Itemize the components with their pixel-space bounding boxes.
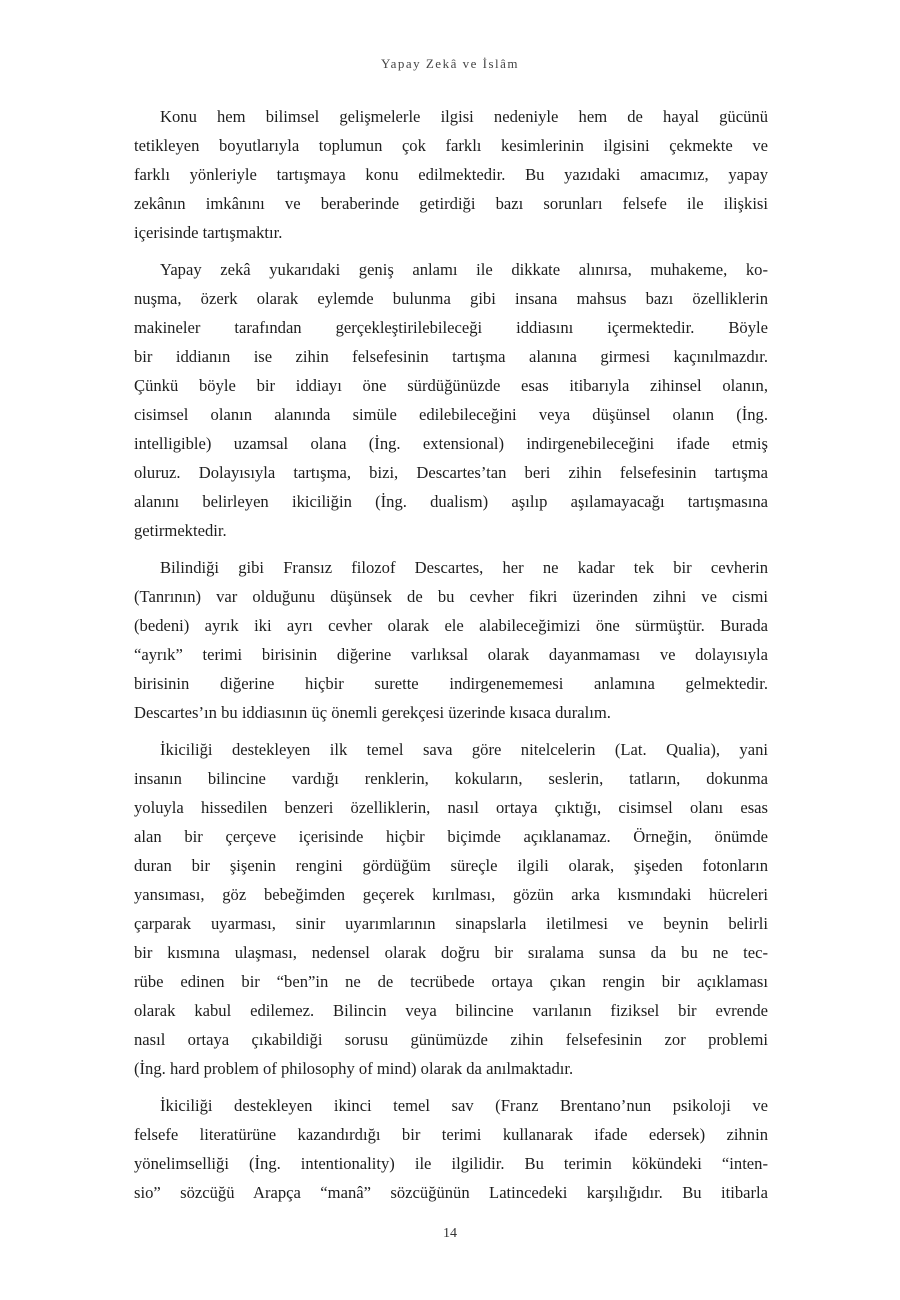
text-line: Yapay zekâ yukarıdaki geniş anlamı ile dikkate alınırsa, muhakeme, ko- [160,260,768,279]
text-line: (bedeni) ayrık iki ayrı cevher olarak ele alabileceğimizi öne sürmüştür. Burada [134,616,768,635]
text-line: yoluyla hissedilen benzeri özelliklerin, nasıl ortaya çıktığı, cisimsel olanı esas [134,798,768,817]
text-line: tetikleyen boyutlarıyla toplumun çok farklı kesimlerinin ilgisini çekmekte ve [134,136,768,155]
text-line: intelligible) uzamsal olana (İng. extensional) indirgenebileceğini ifade etmiş [134,434,768,453]
text-line: rübe edinen bir “ben”in ne de tecrübede ortaya çıkan rengin bir açıklaması [134,972,768,991]
text-line: felsefe literatürüne kazandırdığı bir terimi kullanarak ifade edersek) zihnin [134,1125,768,1144]
text-line: Bilindiği gibi Fransız filozof Descartes, her ne kadar tek bir cevherin [160,558,768,577]
body-text [134,102,768,1215]
text-line: olarak kabul edilemez. Bilincin veya bilincine varılanın fiziksel bir evrende [134,1001,768,1020]
text-line: zekânın imkânını ve beraberinde getirdiği bazı sorunları felsefe ile ilişkisi [134,194,768,213]
text-line: nuşma, özerk olarak eylemde bulunma gibi insana mahsus bazı özelliklerin [134,289,768,308]
text-line: İkiciliği destekleyen ikinci temel sav (Franz Brentano’nun psikoloji ve [160,1096,768,1115]
text-line: içerisinde tartışmaktır. [134,223,283,242]
text-line: İkiciliği destekleyen ilk temel sava göre nitelcelerin (Lat. Qualia), yani [160,740,768,759]
text-line: alanını belirleyen ikiciliğin (İng. dualism) aşılıp aşılamayacağı tartışmasına [134,492,768,511]
text-line: alan bir çerçeve içerisinde hiçbir biçimde açıklanamaz. Örneğin, önümde [134,827,768,846]
text-line: bir iddianın ise zihin felsefesinin tartışma alanına girmesi kaçınılmazdır. [134,347,768,366]
paragraph [134,735,768,1083]
text-line: insanın bilincine vardığı renklerin, kokuların, seslerin, tatların, dokunma [134,769,768,788]
text-line: birisinin diğerine hiçbir surette indirgenememesi anlamına gelmektedir. [134,674,768,693]
text-line: çarparak uyarması, sinir uyarımlarının sinapslarla iletilmesi ve beynin belirli [134,914,768,933]
text-line: Çünkü böyle bir iddiayı öne sürdüğünüzde esas itibarıyla zihinsel olanın, [134,376,768,395]
running-header: Yapay Zekâ ve İslâm [380,56,519,71]
text-line: Descartes’ın bu iddiasının üç önemli gerekçesi üzerinde kısaca duralım. [134,703,611,722]
text-line: cisimsel olanın alanında simüle edilebileceğini veya düşünsel olanın (İng. [134,405,768,424]
paragraph [134,1091,768,1207]
text-line: (Tanrının) var olduğunu düşünsek de bu cevher fikri üzerinden zihni ve cismi [134,587,768,606]
text-line: yansıması, göz bebeğimden geçerek kırılması, gözün arka kısmındaki hücreleri [134,885,768,904]
text-line: nasıl ortaya çıkabildiği sorusu günümüzde zihin felsefesinin zor problemi [134,1030,768,1049]
text-line: sio” sözcüğü Arapça “manâ” sözcüğünün Latincedeki karşılığıdır. Bu itibarla [134,1183,768,1202]
text-line: “ayrık” terimi birisinin diğerine varlıksal olarak dayanmaması ve dolayısıyla [134,645,768,664]
paragraph [134,102,768,247]
paragraph [134,553,768,727]
text-line: yönelimselliği (İng. intentionality) ile ilgilidir. Bu terimin kökündeki “inten- [134,1154,768,1173]
text-line: getirmektedir. [134,521,227,540]
page-number: 14 [443,1226,457,1241]
text-line: oluruz. Dolayısıyla tartışma, bizi, Descartes’tan beri zihin felsefesinin tartışma [134,463,768,482]
text-line: makineler tarafından gerçekleştirilebileceği iddiasını içermektedir. Böyle [134,318,768,337]
paragraph [134,255,768,545]
text-line: farklı yönleriyle tartışmaya konu edilmektedir. Bu yazıdaki amacımız, yapay [134,165,768,184]
text-line: bir kısmına ulaşması, nedensel olarak doğru bir sıralama sunsa da bu ne tec- [134,943,768,962]
text-line: Konu hem bilimsel gelişmelerle ilgisi nedeniyle hem de hayal gücünü [160,107,768,126]
text-line: (İng. hard problem of philosophy of mind) olarak da anılmaktadır. [134,1059,574,1078]
text-line: duran bir şişenin rengini gördüğüm süreçle ilgili olarak, şişeden fotonların [134,856,768,875]
